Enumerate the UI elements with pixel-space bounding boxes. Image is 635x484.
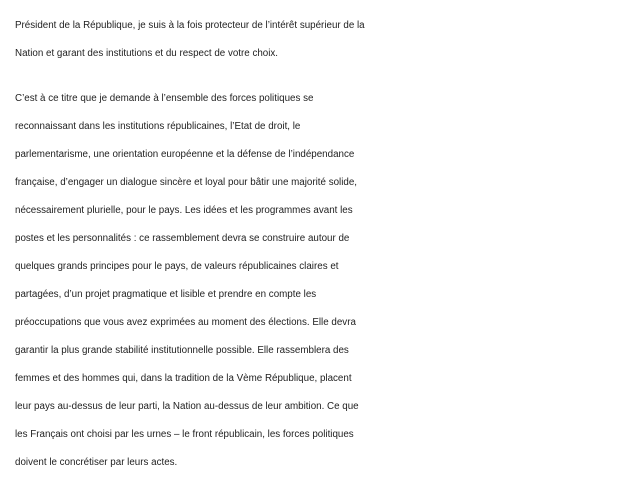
text-line: C’est à ce titre que je demande à l’ensemble des forces politiques se <box>15 93 314 104</box>
text-line: garantir la plus grande stabilité institutionnelle possible. Elle rassemblera des <box>15 345 349 356</box>
text-line: préoccupations que vous avez exprimées au moment des élections. Elle devra <box>15 317 356 328</box>
text-line: quelques grands principes pour le pays, de valeurs républicaines claires et <box>15 261 339 272</box>
text-line: française, d’engager un dialogue sincère et loyal pour bâtir une majorité solide, <box>15 177 358 188</box>
text-line: partagées, d’un projet pragmatique et lisible et prendre en compte les <box>15 289 317 300</box>
paragraph-2 <box>15 85 635 477</box>
text-line: parlementarisme, une orientation européenne et la défense de l’indépendance <box>15 149 355 160</box>
text-line: postes et les personnalités : ce rassemblement devra se construire autour de <box>15 233 350 244</box>
text-line: les Français ont choisi par les urnes – le front républicain, les forces politiques <box>15 429 354 440</box>
text-line: nécessairement plurielle, pour le pays. Les idées et les programmes avant les <box>15 205 353 216</box>
document-body <box>15 0 635 477</box>
text-line: leur pays au-dessus de leur parti, la Nation au-dessus de leur ambition. Ce que <box>15 401 359 412</box>
text-line: femmes et des hommes qui, dans la tradition de la Vème République, placent <box>15 373 352 384</box>
text-line: reconnaissant dans les institutions républicaines, l’Etat de droit, le <box>15 121 301 132</box>
text-line: Nation et garant des institutions et du respect de votre choix. <box>15 48 279 59</box>
text-line: Président de la République, je suis à la fois protecteur de l’intérêt supérieur de la <box>15 20 365 31</box>
text-line: doivent le concrétiser par leurs actes. <box>15 457 178 468</box>
paragraph-1 <box>15 0 635 68</box>
